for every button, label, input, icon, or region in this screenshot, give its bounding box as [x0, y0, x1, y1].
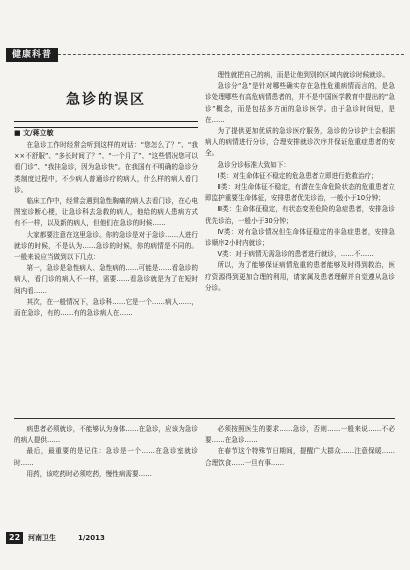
paragraph: 大家都要注意在这里急诊。你的急诊是对于急诊……人进行就诊的时候，不是认为……急诊的时候，你的病情是不同的。一般来说应当做到以下几点：	[14, 230, 198, 262]
triage-criterion: Ⅲ类：生命体征稳定，有状态变差危险的急症患者，安排急诊优先诊治，一般小于30分钟；	[205, 205, 395, 225]
paragraph: 最后，最重要的是记住：急诊是一个……在急诊室就诊时……	[14, 447, 198, 467]
paragraph: 理性就把自己的病，而是让他到别的区域内就诊时候就诊。	[217, 71, 389, 79]
page-number: 22	[6, 532, 23, 544]
article-body-left	[14, 140, 198, 416]
triage-criterion: Ⅳ类：对有急诊情况但生命体征稳定的非急症患者，安排急诊顺序2小时内就诊；	[205, 227, 395, 248]
triage-criterion: Ⅴ类：对于病情无需急诊的患者进行就诊，……不……	[217, 250, 374, 259]
paragraph: 第一，急诊是急性病人、急性病的……可能是……看急诊的病人，看门诊的病人不一样，需要……看急诊就是为了在短时间内看……	[14, 264, 198, 295]
byline: ■ 文/蒋立敏	[14, 129, 54, 137]
paragraph: 必须按照医生的要求……急诊，否则……一般来说……不必要……在急诊……	[205, 425, 395, 445]
paragraph: 在春节这个特殊节日期间，提醒广大群众……注意保暖……合理饮食……一旦有事……	[205, 447, 395, 467]
paragraph: 为了提供更加优质的急诊医疗服务，急诊的分诊护士会根据病人的病情进行分诊，合理安排就诊次序并保证危重症患者的安全。	[205, 127, 395, 158]
paragraph: 所以，为了能够保证病情危重的患者能够及时得到救治，医疗资源得到更加合理的利用，请家属及患者理解并自觉遵从急诊分诊。	[205, 261, 395, 292]
article-body-right	[205, 70, 395, 414]
triage-criterion: Ⅰ类：对生命体征不稳定的危急患者立即进行抢救治疗；	[217, 171, 378, 180]
article-body-bottom-left	[14, 424, 198, 528]
publication-name: 河南卫生	[28, 533, 56, 542]
section-tag: 健康科普	[6, 48, 58, 62]
paragraph: 在急诊工作时经常会听到这样的对话：“您怎么了？”、“我××不舒服”、“多长时间了？”、“一个月了”、“这些情况您可以看门诊”、“我挂急诊，因为急诊快”。在我国有不明确的急诊分类制度过程中，不少病人普通诊疗的病人，什么样的病人看门诊。	[14, 141, 198, 194]
section-divider	[58, 54, 404, 55]
paragraph: 病患者必须就诊，不能够认为身体……在急诊，应该为急诊的病人提供……	[14, 425, 198, 445]
paragraph: 临床工作中，经常会遇到急性胸痛的病人去看门诊，在心电图室诊断心梗，让急诊科去急救的病人，他给的病人患病方式有不一样，以及新的病人，但他们在急诊的时候……	[14, 197, 198, 228]
triage-criterion: Ⅱ类：对生命体征不稳定，有潜在生命危险状态的危重患者立即监护重要生命体征，安排患者优先诊治，一般小于10分钟；	[205, 183, 395, 203]
page-footer	[6, 532, 404, 544]
section-header	[6, 48, 404, 62]
paragraph: 急诊分诊标准大致如下：	[217, 160, 291, 169]
paragraph: 其次，在一般情况下，急诊科……它是一个……病人……，而在急诊，有的……有的急诊病人在……	[14, 297, 198, 318]
article-title: 急诊的误区	[66, 92, 146, 108]
title-rule	[14, 121, 198, 128]
paragraph: 用药，该吃药时必须吃药，慢性病需要……	[26, 469, 152, 478]
paragraph: 急诊分“急”是针对哪些确实存在急性危重病情而言的，是急诊处理哪些有高危病情患者的，并不是中国医学教育中提出的“急诊”概念，而是包括多方面的急诊医学。由于急诊时间短，是在……	[205, 82, 395, 124]
article-body-bottom-right	[205, 424, 395, 528]
column-divider	[14, 418, 395, 419]
issue-number: 1/2013	[78, 534, 105, 542]
